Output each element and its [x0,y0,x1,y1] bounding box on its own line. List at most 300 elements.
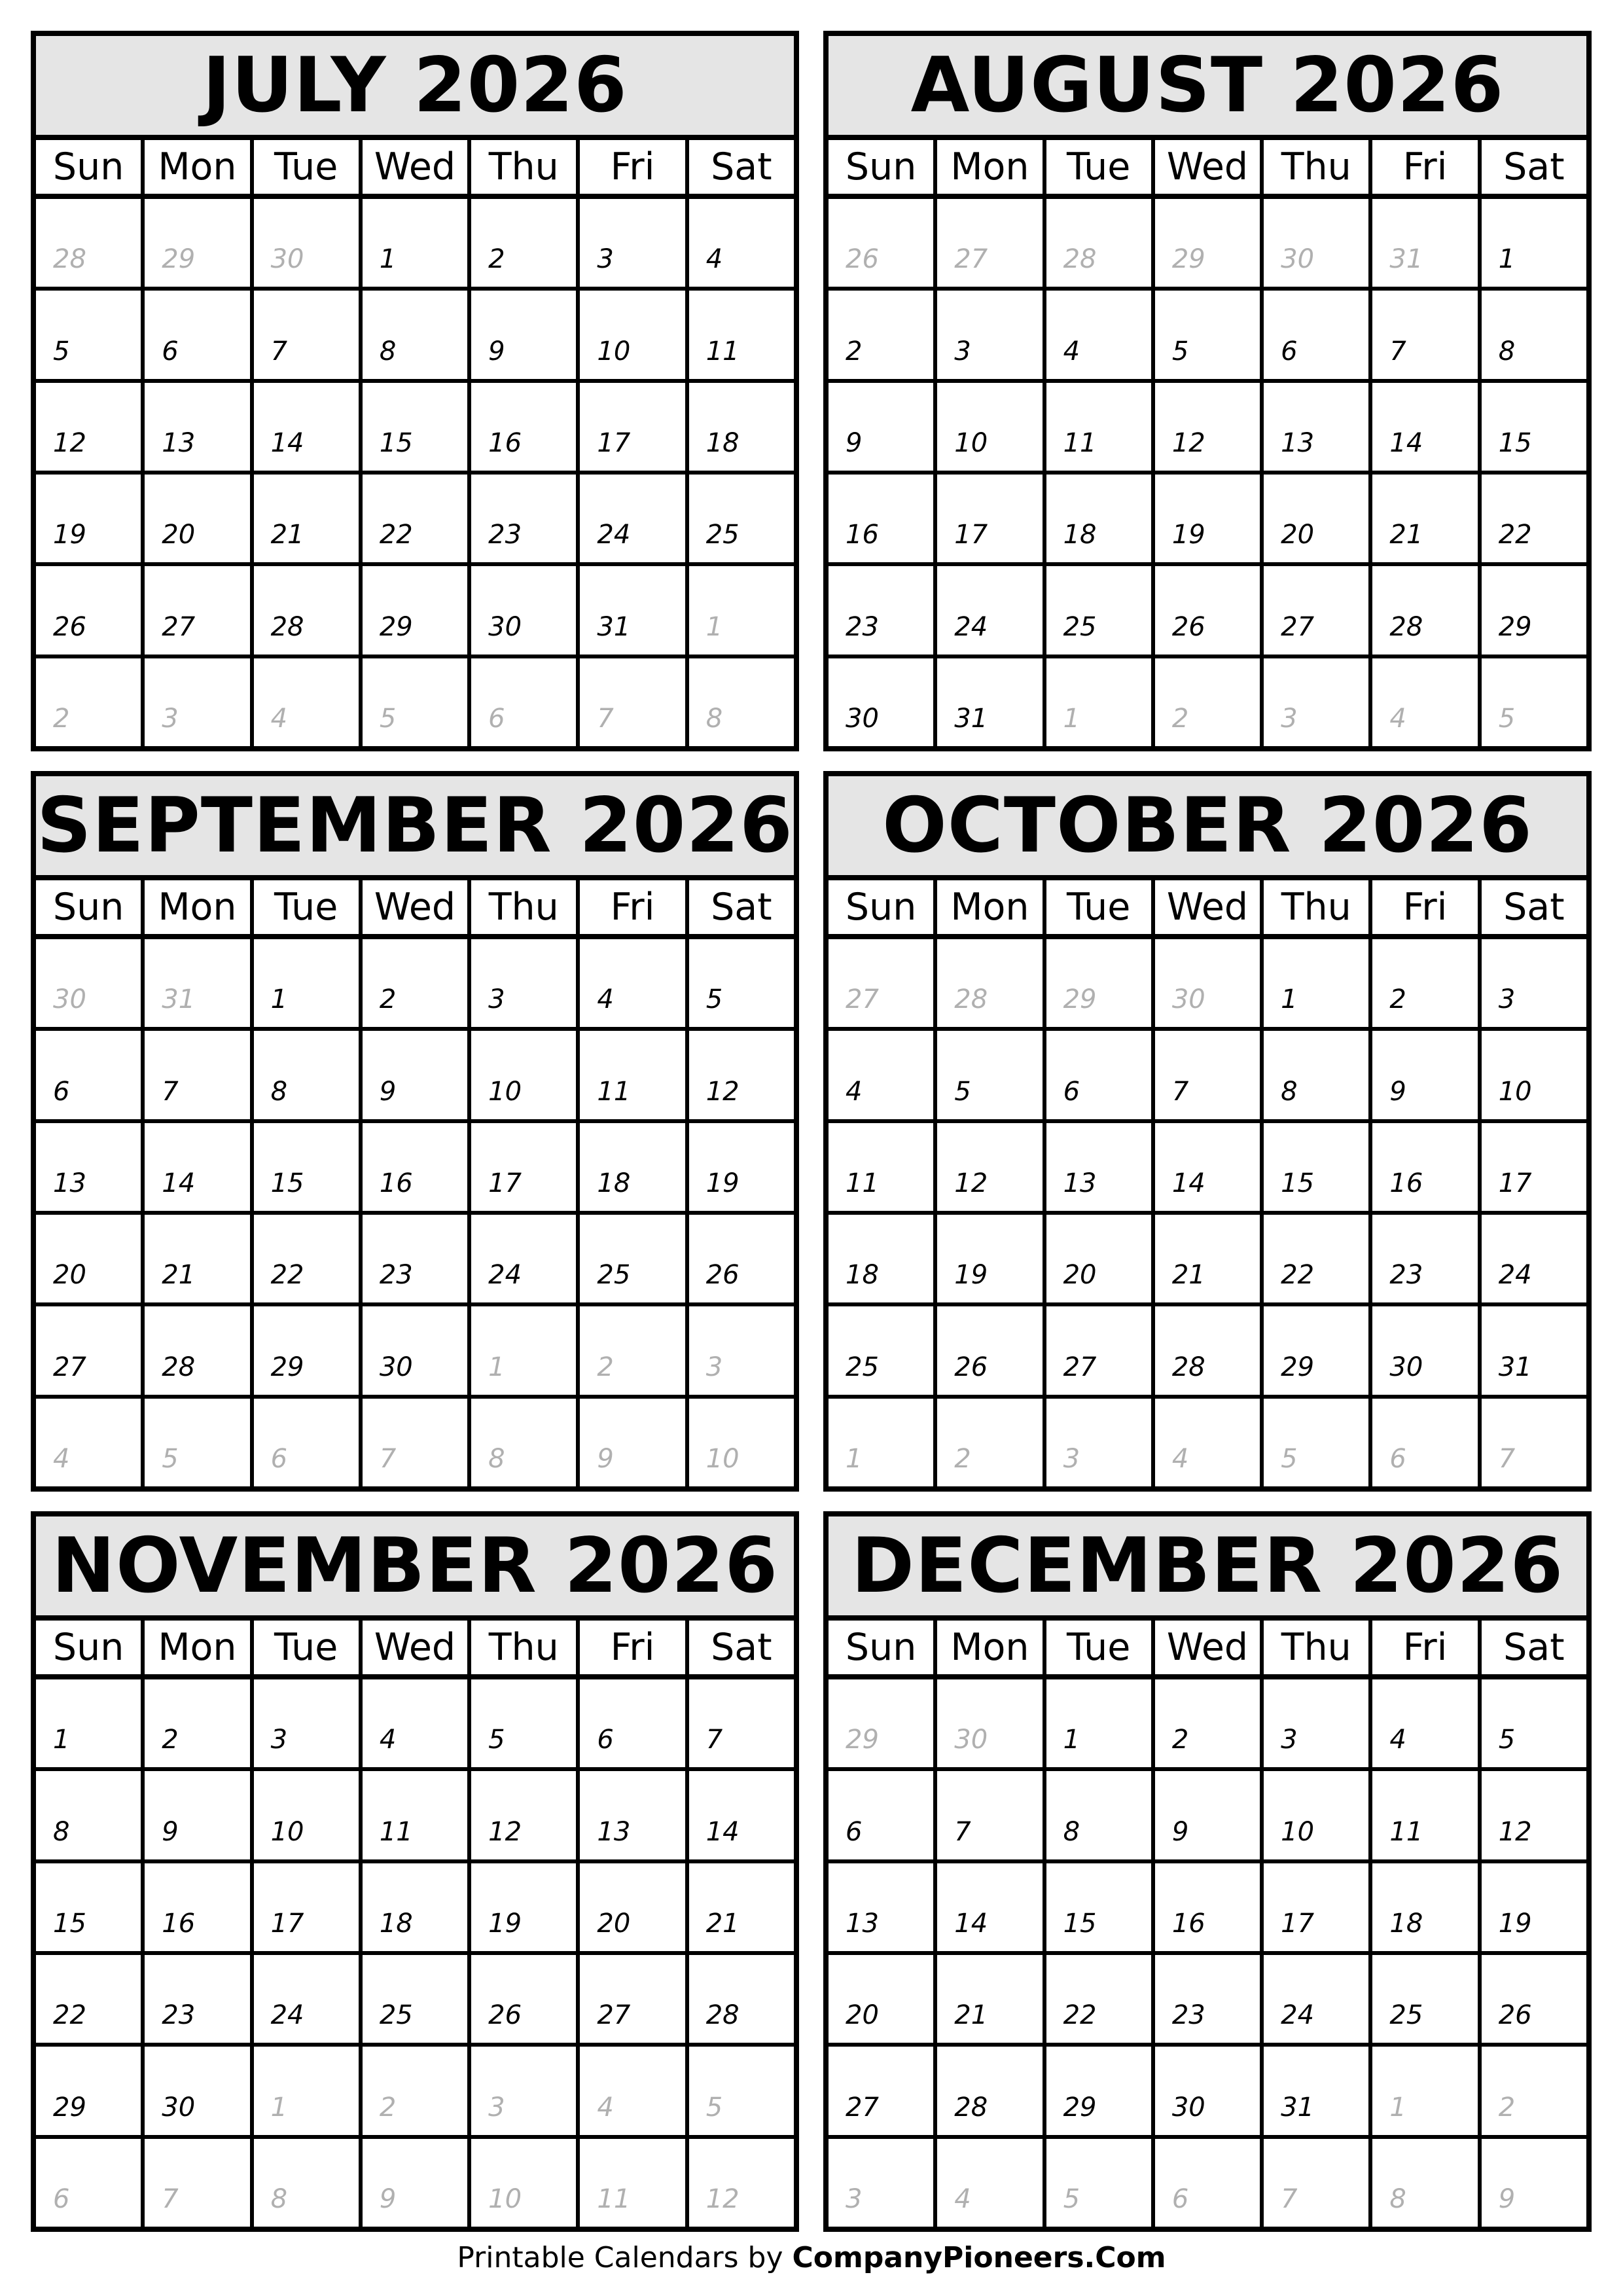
adjacent-month-date: 2 [379,2092,397,2123]
day-cell [363,1123,471,1211]
day-cell [1046,1306,1155,1394]
day-cell [689,1306,794,1394]
date-number: 23 [488,520,522,550]
day-cell [829,475,937,562]
adjacent-month-date: 1 [705,611,723,642]
day-cell [363,1399,471,1486]
day-cell [145,1306,253,1394]
date-number: 5 [1171,336,1189,367]
day-cell [1482,383,1586,471]
day-cell [1155,939,1264,1027]
date-number: 30 [1389,1352,1423,1382]
day-cell [1372,1863,1481,1951]
adjacent-month-date: 8 [705,703,723,734]
day-cell [1155,566,1264,654]
day-cell [829,1031,937,1119]
day-cell [1155,1123,1264,1211]
date-number: 3 [1498,984,1516,1015]
adjacent-month-date: 7 [379,1443,397,1474]
weekday-label: Fri [1372,1621,1481,1674]
week-row [36,199,794,291]
day-cell [1372,1955,1481,2043]
adjacent-month-date: 6 [270,1443,288,1474]
day-cell [689,383,794,471]
day-cell [471,939,580,1027]
date-number: 10 [954,427,988,458]
adjacent-month-date: 5 [1281,1443,1298,1474]
date-number: 16 [846,520,879,550]
day-cell [1264,1863,1372,1951]
adjacent-month-date: 30 [1281,244,1315,275]
day-cell [254,1771,363,1859]
date-number: 3 [1281,1725,1298,1755]
adjacent-month-date: 11 [597,2183,631,2214]
day-cell [145,1955,253,2043]
footer-prefix: Printable Calendars by [457,2241,793,2274]
weekday-label: Mon [145,1621,253,1674]
day-cell [36,291,145,378]
month-november [31,1511,799,2232]
date-number: 16 [488,427,522,458]
day-cell [471,1215,580,1302]
day-cell [580,1771,688,1859]
weekday-label: Fri [580,1621,688,1674]
footer-brand-link[interactable]: CompanyPioneers.Com [792,2241,1166,2274]
day-cell [36,1771,145,1859]
day-cell [254,1955,363,2043]
day-cell [363,939,471,1027]
date-number: 13 [1281,427,1315,458]
week-row [36,1771,794,1863]
week-row [36,1123,794,1215]
day-cell [1372,1031,1481,1119]
adjacent-month-date: 1 [1063,703,1080,734]
adjacent-month-date: 2 [1498,2092,1516,2123]
day-cell [829,1771,937,1859]
day-cell [1155,658,1264,746]
day-cell [1482,1123,1586,1211]
day-cell [937,1306,1046,1394]
day-cell [937,1955,1046,2043]
date-number: 20 [1281,520,1315,550]
day-cell [1482,1306,1586,1394]
date-number: 22 [270,1260,304,1291]
date-number: 24 [1281,2000,1315,2031]
day-cell [1372,1306,1481,1394]
day-cell [937,658,1046,746]
day-cell [1155,1031,1264,1119]
weekday-label: Thu [471,140,580,194]
month-title: SEPTEMBER 2026 [36,776,794,880]
date-number: 6 [597,1725,614,1755]
weekday-label: Fri [1372,140,1481,194]
weekday-label: Sun [829,880,937,934]
adjacent-month-date: 4 [53,1443,70,1474]
week-row [829,1863,1586,1955]
day-cell [689,1123,794,1211]
date-number: 7 [270,336,288,367]
date-number: 18 [597,1168,631,1198]
day-cell [254,1863,363,1951]
date-number: 20 [1063,1260,1097,1291]
day-cell [1372,475,1481,562]
adjacent-month-date: 29 [846,1725,879,1755]
date-number: 4 [1063,336,1080,367]
day-cell [254,383,363,471]
day-cell [580,658,688,746]
date-number: 26 [1498,2000,1532,2031]
day-cell [1046,1679,1155,1767]
adjacent-month-date: 1 [488,1352,505,1382]
day-cell [1372,383,1481,471]
week-row [829,1031,1586,1122]
date-number: 25 [379,2000,413,2031]
day-cell [1155,383,1264,471]
date-number: 31 [954,703,988,734]
day-cell [829,1679,937,1767]
day-cell [1264,1123,1372,1211]
date-number: 25 [705,520,740,550]
weekday-label: Sat [711,145,772,188]
day-cell [254,2139,363,2227]
date-number: 29 [1498,611,1532,642]
day-cell [1155,1771,1264,1859]
day-cell [1046,1123,1155,1211]
day-cell [145,2139,253,2227]
day-cell [689,1955,794,2043]
week-row [36,1679,794,1771]
date-number: 14 [162,1168,196,1198]
date-number: 24 [954,611,988,642]
date-number: 25 [597,1260,631,1291]
day-cell [254,1031,363,1119]
date-number: 16 [162,1908,196,1939]
week-row [36,1306,794,1398]
day-cell [689,939,794,1027]
day-cell [363,658,471,746]
weeks-grid [829,199,1586,746]
date-number: 1 [270,984,288,1015]
weeks-grid [829,1679,1586,2227]
weekday-label: Thu [471,1621,580,1674]
day-cell [1046,475,1155,562]
date-number: 26 [488,2000,522,2031]
month-title: NOVEMBER 2026 [36,1516,794,1621]
day-cell [1372,1215,1481,1302]
day-cell [1482,2047,1586,2134]
day-cell [254,939,363,1027]
week-row [36,291,794,382]
weekday-header-row [36,140,794,199]
day-cell [829,658,937,746]
day-cell [1046,658,1155,746]
day-cell [937,475,1046,562]
date-number: 7 [705,1725,723,1755]
day-cell [689,1031,794,1119]
date-number: 10 [1498,1076,1532,1107]
date-number: 25 [1063,611,1097,642]
date-number: 13 [846,1908,879,1939]
date-number: 27 [53,1352,86,1382]
day-cell [36,2139,145,2227]
date-number: 30 [846,703,879,734]
date-number: 18 [1063,520,1097,550]
date-number: 10 [270,1816,304,1847]
date-number: 22 [1063,2000,1097,2031]
day-cell [1264,658,1372,746]
adjacent-month-date: 6 [1389,1443,1406,1474]
day-cell [937,1399,1046,1486]
day-cell [580,383,688,471]
day-cell [1482,1955,1586,2043]
date-number: 12 [53,427,86,458]
day-cell [471,291,580,378]
date-number: 21 [270,520,304,550]
date-number: 21 [1389,520,1423,550]
day-cell [36,475,145,562]
weekday-label: Mon [145,140,253,194]
date-number: 17 [1498,1168,1532,1198]
date-number: 8 [1281,1076,1298,1107]
adjacent-month-date: 6 [53,2183,70,2214]
day-cell [471,383,580,471]
weekday-header-row [829,1621,1586,1679]
day-cell [829,939,937,1027]
week-row [829,1123,1586,1215]
date-number: 17 [954,520,988,550]
date-number: 8 [1498,336,1516,367]
day-cell [254,199,363,287]
adjacent-month-date: 7 [597,703,614,734]
day-cell [829,199,937,287]
day-cell [580,566,688,654]
adjacent-month-date: 4 [270,703,288,734]
day-cell [363,1955,471,2043]
day-cell [363,1306,471,1394]
date-number: 3 [954,336,971,367]
date-number: 19 [954,1260,988,1291]
day-cell [1372,291,1481,378]
day-cell [937,383,1046,471]
weekday-label: Wed [1155,1621,1264,1674]
date-number: 21 [1171,1260,1205,1291]
adjacent-month-date: 30 [1171,984,1205,1015]
month-july [31,31,799,751]
date-number: 8 [379,336,397,367]
day-cell [1155,1863,1264,1951]
date-number: 2 [162,1725,179,1755]
adjacent-month-date: 4 [1171,1443,1189,1474]
week-row [829,2047,1586,2138]
day-cell [580,1863,688,1951]
day-cell [254,1306,363,1394]
day-cell [1372,658,1481,746]
day-cell [145,1215,253,1302]
date-number: 24 [1498,1260,1532,1291]
date-number: 19 [488,1908,522,1939]
date-number: 2 [846,336,863,367]
day-cell [1264,1679,1372,1767]
weekday-label: Sun [36,880,145,934]
day-cell [36,566,145,654]
date-number: 28 [1389,611,1423,642]
weeks-grid [829,939,1586,1486]
adjacent-month-date: 27 [954,244,988,275]
adjacent-month-date: 1 [1389,2092,1406,2123]
date-number: 15 [1498,427,1532,458]
day-cell [254,1399,363,1486]
day-cell [689,2139,794,2227]
day-cell [1155,1955,1264,2043]
footer-credit [0,2241,1623,2276]
date-number: 13 [53,1168,86,1198]
day-cell [580,199,688,287]
week-row [36,2047,794,2138]
date-number: 28 [705,2000,740,2031]
date-number: 25 [846,1352,879,1382]
day-cell [1482,1031,1586,1119]
date-number: 5 [53,336,70,367]
day-cell [580,1955,688,2043]
date-number: 2 [1171,1725,1189,1755]
day-cell [471,658,580,746]
week-row [36,939,794,1031]
weekday-label: Tue [254,140,363,194]
week-row [829,2139,1586,2227]
adjacent-month-date: 27 [846,984,879,1015]
weekday-label: Wed [363,140,471,194]
date-number: 24 [270,2000,304,2031]
adjacent-month-date: 3 [705,1352,723,1382]
date-number: 27 [1281,611,1315,642]
day-cell [689,1863,794,1951]
weekday-label: Tue [254,1621,363,1674]
adjacent-month-date: 12 [705,2183,740,2214]
day-cell [689,291,794,378]
day-cell [829,1123,937,1211]
date-number: 20 [846,2000,879,2031]
day-cell [829,2047,937,2134]
date-number: 25 [1389,2000,1423,2031]
adjacent-month-date: 5 [1063,2183,1080,2214]
day-cell [363,199,471,287]
date-number: 14 [1171,1168,1205,1198]
weekday-label: Sat [711,885,772,929]
day-cell [580,1031,688,1119]
date-number: 24 [597,520,631,550]
month-title: OCTOBER 2026 [829,776,1586,880]
week-row [36,2139,794,2227]
weekday-label: Thu [1264,1621,1372,1674]
adjacent-month-date: 2 [1171,703,1189,734]
day-cell [937,566,1046,654]
day-cell [36,1679,145,1767]
day-cell [363,1215,471,1302]
week-row [36,1215,794,1306]
date-number: 22 [53,2000,86,2031]
date-number: 8 [270,1076,288,1107]
date-number: 19 [705,1168,740,1198]
day-cell [580,475,688,562]
adjacent-month-date: 3 [162,703,179,734]
day-cell [1155,2047,1264,2134]
day-cell [145,383,253,471]
date-number: 1 [1063,1725,1080,1755]
day-cell [1264,2047,1372,2134]
date-number: 8 [1063,1816,1080,1847]
date-number: 7 [162,1076,179,1107]
day-cell [1482,2139,1586,2227]
month-title: DECEMBER 2026 [829,1516,1586,1621]
adjacent-month-date: 2 [597,1352,614,1382]
day-cell [145,1771,253,1859]
date-number: 15 [1063,1908,1097,1939]
adjacent-month-date: 7 [162,2183,179,2214]
day-cell [1372,939,1481,1027]
day-cell [254,1215,363,1302]
day-cell [145,658,253,746]
day-cell [937,291,1046,378]
day-cell [580,1306,688,1394]
date-number: 23 [846,611,879,642]
adjacent-month-date: 2 [53,703,70,734]
day-cell [36,1123,145,1211]
date-number: 28 [270,611,304,642]
day-cell [1482,1215,1586,1302]
day-cell [1372,2047,1481,2134]
day-cell [363,566,471,654]
weekday-label: Thu [1264,140,1372,194]
weekday-label: Mon [937,880,1046,934]
day-cell [1264,566,1372,654]
day-cell [1264,383,1372,471]
date-number: 6 [1281,336,1298,367]
day-cell [36,1399,145,1486]
day-cell [36,2047,145,2134]
date-number: 9 [379,1076,397,1107]
day-cell [1155,1679,1264,1767]
day-cell [363,291,471,378]
day-cell [937,199,1046,287]
adjacent-month-date: 7 [1281,2183,1298,2214]
date-number: 27 [597,2000,631,2031]
day-cell [363,1863,471,1951]
date-number: 26 [705,1260,740,1291]
month-august [823,31,1592,751]
date-number: 6 [162,336,179,367]
day-cell [1264,1771,1372,1859]
date-number: 11 [705,336,740,367]
week-row [36,475,794,566]
day-cell [1264,2139,1372,2227]
day-cell [1046,1399,1155,1486]
date-number: 30 [162,2092,196,2123]
weeks-grid [36,1679,794,2227]
date-number: 21 [162,1260,196,1291]
date-number: 24 [488,1260,522,1291]
day-cell [1482,566,1586,654]
day-cell [689,1215,794,1302]
date-number: 23 [1171,2000,1205,2031]
week-row [829,291,1586,382]
date-number: 18 [379,1908,413,1939]
day-cell [580,1399,688,1486]
day-cell [254,1679,363,1767]
adjacent-month-date: 10 [705,1443,740,1474]
week-row [829,658,1586,746]
day-cell [1372,1123,1481,1211]
date-number: 15 [270,1168,304,1198]
